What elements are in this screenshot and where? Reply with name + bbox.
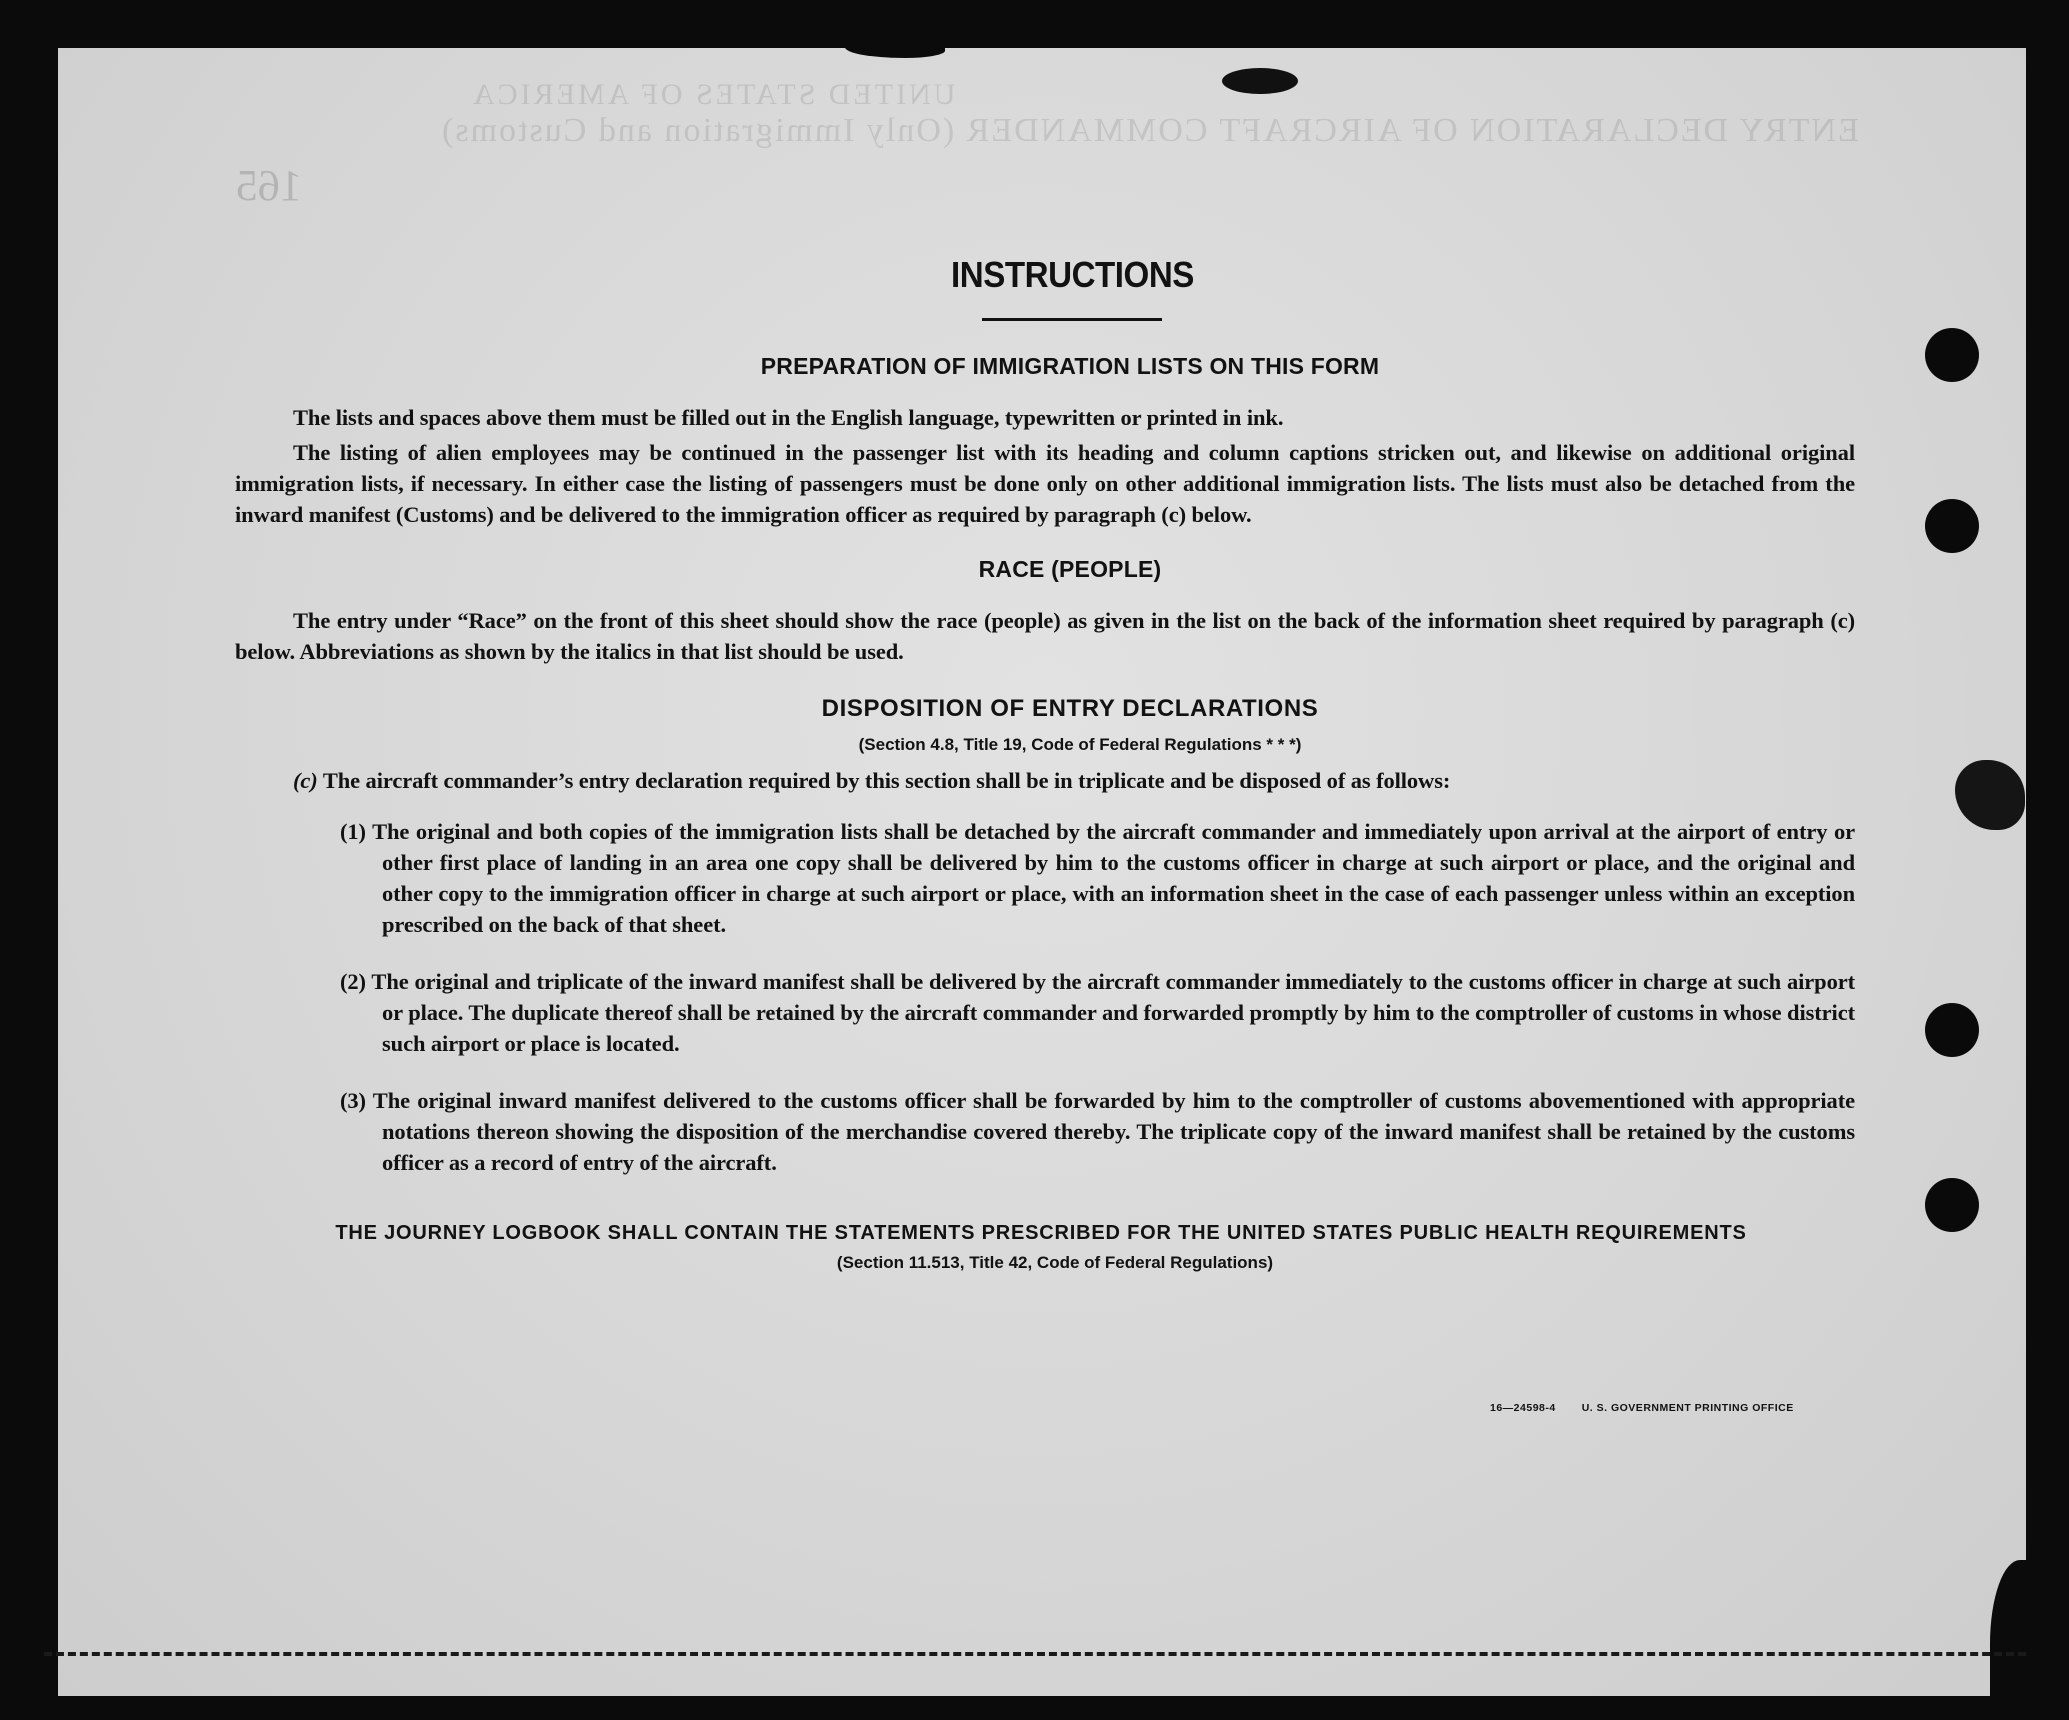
bleed-through-text: UNITED STATES OF AMERICA (470, 78, 956, 111)
disposition-intro-text: The aircraft commander’s entry declaration required by this section shall be in triplicate and be disposed of as follows: (322, 768, 1451, 793)
page-title: INSTRUCTIONS (951, 254, 1194, 295)
preparation-paragraph-2: The listing of alien employees may be continued in the passenger list with its heading and column captions stricken out, and likewise on additional original immigration lists, if necessary. In either case the listing of passengers must be done only on other additional immigration lists. The lists must also be detached from the inward manifest (Customs) and be delivered to the immigration officer as required by paragraph (c) below. (235, 440, 1855, 527)
race-heading: RACE (PEOPLE) (978, 556, 1162, 582)
race-paragraph: The entry under “Race” on the front of this sheet should show the race (people) as given in the list on the back of the information sheet required by paragraph (c) below. Abbreviations as shown by the italics in that list should be used. (235, 608, 1855, 664)
punch-hole (1925, 499, 1979, 553)
disposition-item-1 (340, 816, 1855, 940)
disposition-item-3 (340, 1085, 1855, 1178)
public-health-citation: (Section 11.513, Title 42, Code of Federal Regulations) (836, 1253, 1274, 1272)
ink-blot (1222, 68, 1298, 94)
item-text: The original and both copies of the immigration lists shall be detached by the aircraft commander and immediately upon arrival at the airport of entry or other first place of landing in an area one copy shall be delivered by him to the customs officer in charge at such airport or place, and the original and other copy to the immigration officer in charge at such airport or place, with an information sheet in the case of each passenger unless within an exception prescribed on the back of that sheet. (372, 819, 1855, 937)
punch-hole (1925, 328, 1979, 382)
title-rule (982, 318, 1162, 321)
disposition-citation: (Section 4.8, Title 19, Code of Federal Regulations * * *) (858, 735, 1302, 754)
instructions-content (235, 254, 1855, 1273)
item-text: The original inward manifest delivered to the customs officer shall be forwarded by him to the comptroller of customs abovementioned with appropriate notations thereon showing the disposition of the merchandise covered thereby. The triplicate copy of the inward manifest shall be retained by the customs officer as a record of entry of the aircraft. (372, 1088, 1855, 1175)
disposition-intro (235, 765, 1855, 796)
item-text: The original and triplicate of the inward manifest shall be delivered by the aircraft commander immediately to the customs officer in charge at such airport or place. The duplicate thereof shall be retained by the aircraft commander and forwarded promptly by him to the comptroller of customs in whose district such airport or place is located. (371, 969, 1856, 1056)
item-marker: (1) (340, 819, 366, 844)
public-health-statement: THE JOURNEY LOGBOOK SHALL CONTAIN THE STATEMENTS PRESCRIBED FOR THE UNITED STATES PUBLIC HEALTH REQUIREMENTS (335, 1222, 1747, 1244)
disposition-heading: DISPOSITION OF ENTRY DECLARATIONS (821, 695, 1319, 722)
bleed-through-text: ENTRY DECLARATION OF AIRCRAFT COMMANDER (Only Immigration and Customs) (440, 112, 1859, 149)
imprint-code: 16—24598-4 (1490, 1402, 1556, 1414)
preparation-paragraph-1: The lists and spaces above them must be filled out in the English language, typewritten or printed in ink. (293, 405, 1284, 430)
printer-imprint (1490, 1402, 1794, 1414)
punch-hole (1925, 1003, 1979, 1057)
imprint-office: U. S. GOVERNMENT PRINTING OFFICE (1581, 1402, 1794, 1414)
preparation-heading: PREPARATION OF IMMIGRATION LISTS ON THIS FORM (760, 353, 1380, 379)
paragraph-marker: (c) (293, 768, 318, 793)
punch-hole (1925, 1178, 1979, 1232)
disposition-item-2 (340, 966, 1855, 1059)
bleed-through-number: 165 (236, 161, 302, 210)
perforation-line (44, 1652, 2026, 1656)
item-marker: (3) (340, 1088, 366, 1113)
item-marker: (2) (340, 969, 366, 994)
